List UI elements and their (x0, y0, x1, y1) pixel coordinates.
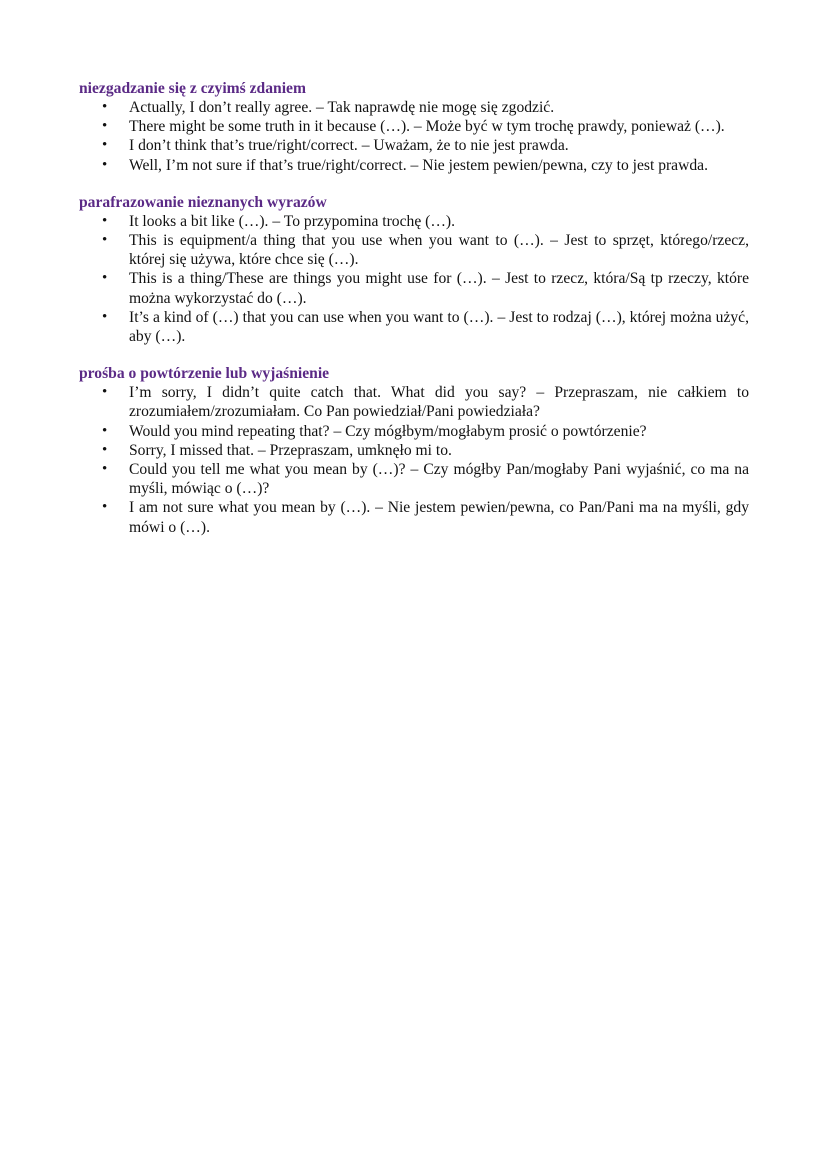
list-item (79, 117, 749, 136)
bullet-icon: • (102, 441, 108, 458)
list-item (79, 383, 749, 421)
phrase-text: This is a thing/These are things you might use for (…). – Jest to rzecz, która/Są tp rzeczy, które można wykorzystać do (…). (129, 270, 749, 307)
list-item (79, 212, 749, 231)
bullet-icon: • (102, 499, 108, 516)
phrase-text: There might be some truth in it because (…). – Może być w tym trochę prawdy, ponieważ (…). (129, 118, 725, 136)
phrase-text: Sorry, I missed that. – Przepraszam, umknęło mi to. (129, 441, 452, 459)
section-heading: parafrazowanie nieznanych wyrazów (79, 193, 327, 211)
list-item (79, 136, 749, 155)
list-item (79, 231, 749, 269)
section-clarification (79, 364, 749, 537)
list-item (79, 98, 749, 117)
bullet-icon: • (102, 384, 108, 401)
list-item (79, 269, 749, 307)
bullet-icon: • (102, 232, 108, 249)
bullet-icon: • (102, 137, 108, 154)
bullet-icon: • (102, 156, 108, 173)
bullet-icon: • (102, 118, 108, 135)
section-paraphrasing (79, 193, 749, 346)
phrase-text: It’s a kind of (…) that you can use when you want to (…). – Jest to rodzaj (…), której można użyć, aby (…). (129, 308, 749, 346)
phrase-text: I’m sorry, I didn’t quite catch that. What did you say? – Przepraszam, nie całkiem to zrozumiałem/zrozumiałam. Co Pan powiedział/Pani powiedziała? (129, 384, 749, 421)
phrase-text: Could you tell me what you mean by (…)? – Czy mógłby Pan/mogłaby Pani wyjaśnić, co ma na myśli, mówiąc o (…)? (129, 461, 749, 498)
bullet-icon: • (102, 212, 108, 229)
phrase-text: Well, I’m not sure if that’s true/right/correct. – Nie jestem pewien/pewna, czy to jest prawda. (129, 156, 708, 174)
document-content (79, 79, 749, 555)
list-item (79, 441, 749, 460)
bullet-icon: • (102, 461, 108, 478)
phrase-text: I don’t think that’s true/right/correct. – Uważam, że to nie jest prawda. (129, 137, 569, 155)
section-disagreeing (79, 79, 749, 175)
phrase-text: Would you mind repeating that? – Czy mógłbym/mogłabym prosić o powtórzenie? (129, 422, 647, 440)
list-item (79, 156, 749, 175)
phrase-text: Actually, I don’t really agree. – Tak naprawdę nie mogę się zgodzić. (129, 99, 555, 116)
phrase-list (79, 212, 749, 346)
list-item (79, 498, 749, 536)
section-heading: niezgadzanie się z czyimś zdaniem (79, 80, 306, 97)
section-heading: prośba o powtórzenie lub wyjaśnienie (79, 365, 330, 383)
bullet-icon: • (102, 308, 108, 325)
phrase-text: I am not sure what you mean by (…). – Nie jestem pewien/pewna, co Pan/Pani ma na myśli, gdy mówi o (…). (129, 499, 749, 536)
phrase-list (79, 383, 749, 537)
list-item (79, 422, 749, 441)
bullet-icon: • (102, 270, 108, 287)
bullet-icon: • (102, 422, 108, 439)
phrase-text: It looks a bit like (…). – To przypomina trochę (…). (129, 212, 456, 230)
list-item (79, 460, 749, 498)
phrase-text: This is equipment/a thing that you use when you want to (…). – Jest to sprzęt, którego/rzecz, której się używa, które chce się (…). (129, 232, 749, 269)
bullet-icon: • (102, 99, 108, 115)
list-item (79, 308, 749, 346)
phrase-list (79, 98, 749, 175)
